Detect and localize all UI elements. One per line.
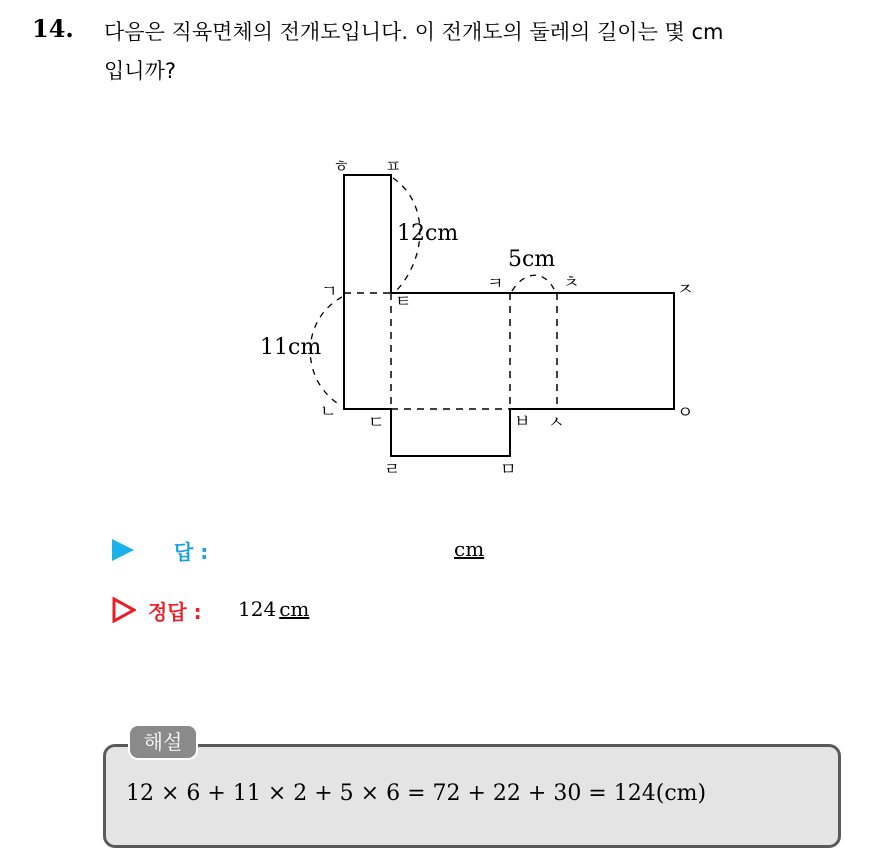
correct-answer-value — [238, 597, 309, 621]
explanation-tab: 해설 — [128, 724, 198, 760]
question-number: 14. — [32, 14, 74, 43]
answer-marker-icon — [112, 539, 134, 561]
vertex-label-d: ㄷ — [368, 413, 385, 433]
vertex-label-h: ㅎ — [333, 157, 350, 177]
dimension-label-12cm: 12cm — [397, 221, 459, 246]
correct-answer-unit: cm — [279, 597, 310, 621]
question-text-line1: 다음은 직육면체의 전개도입니다. 이 전개도의 둘레의 길이는 몇 cm — [104, 20, 724, 44]
question-text-line2: 입니까? — [104, 59, 177, 83]
vertex-label-ch: ㅊ — [563, 273, 580, 293]
correct-answer-label: 정답 : — [148, 600, 202, 624]
vertex-label-o: ㅇ — [677, 403, 694, 423]
vertex-label-s: ㅅ — [548, 413, 565, 433]
dimension-label-11cm: 11cm — [260, 335, 322, 360]
vertex-label-r: ㄹ — [384, 460, 401, 480]
vertex-label-m: ㅁ — [500, 460, 517, 480]
vertex-label-t: ㅌ — [395, 292, 412, 312]
answer-row — [112, 534, 512, 566]
answer-unit: cm — [454, 537, 485, 561]
correct-answer-row — [112, 594, 412, 626]
answer-label: 답 : — [174, 540, 209, 564]
explanation-text: 12 × 6 + 11 × 2 + 5 × 6 = 72 + 22 + 30 = 124(cm) — [126, 781, 707, 806]
vertex-label-j: ㅈ — [677, 280, 694, 300]
vertex-label-n: ㄴ — [320, 402, 337, 422]
vertex-label-b: ㅂ — [514, 412, 531, 432]
correct-marker-icon — [112, 597, 136, 623]
vertex-label-g: ㄱ — [321, 282, 338, 302]
vertex-label-k: ㅋ — [487, 274, 504, 294]
vertex-label-p: ㅍ — [385, 157, 402, 177]
net-outline-left — [344, 175, 674, 456]
arc-5cm — [512, 275, 555, 291]
correct-answer-number: 124 — [238, 597, 277, 621]
dimension-label-5cm: 5cm — [508, 247, 556, 272]
